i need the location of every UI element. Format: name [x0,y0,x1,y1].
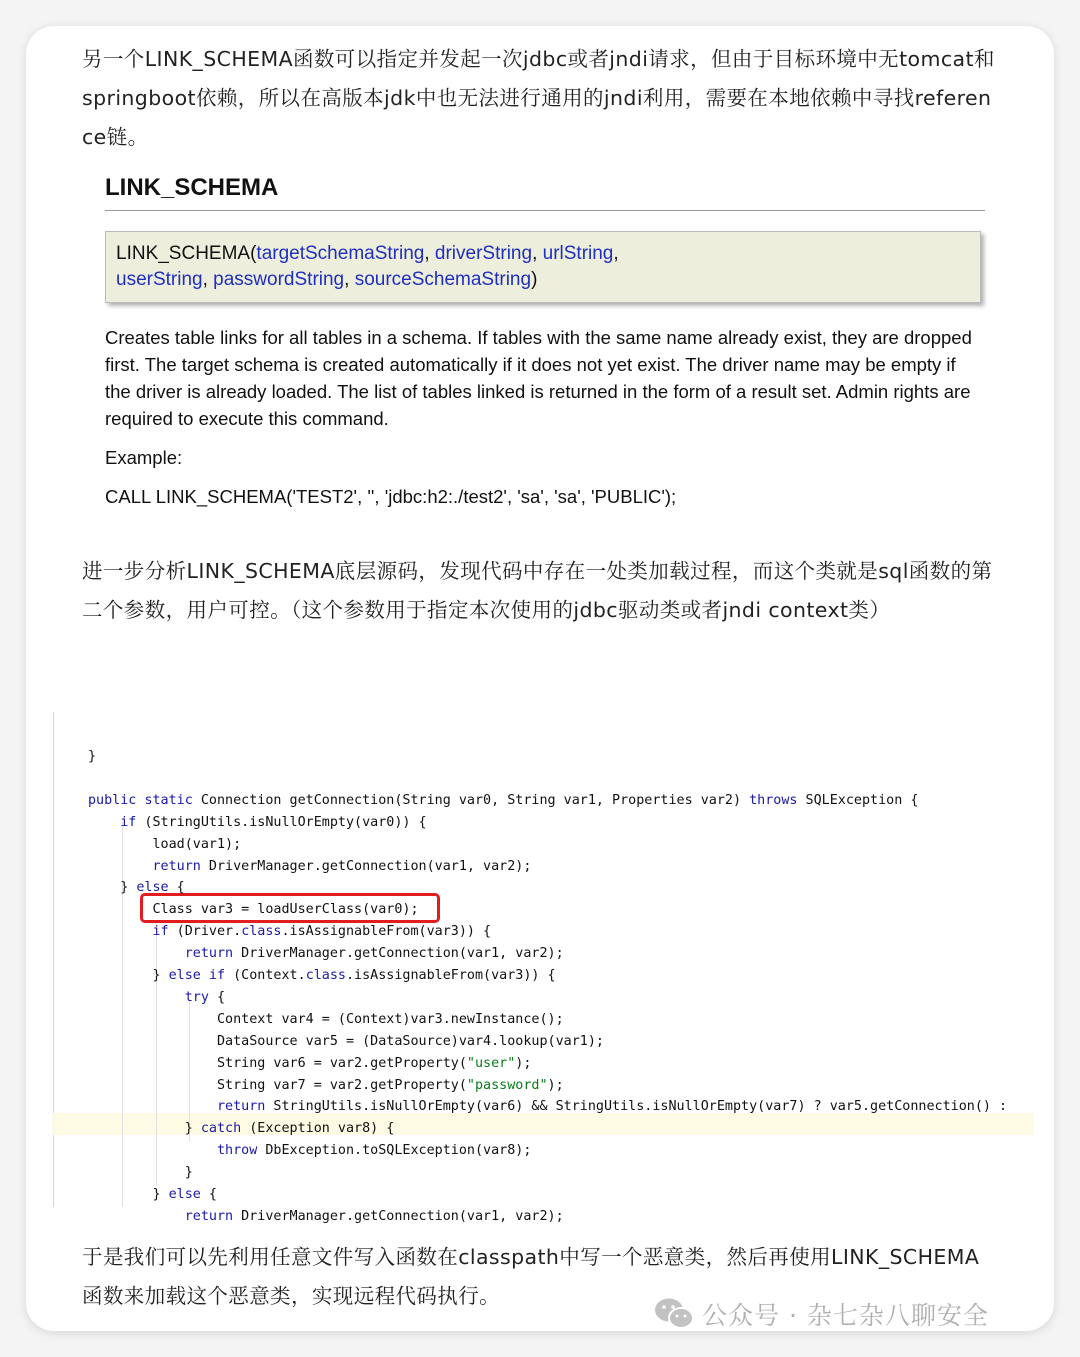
code-line: } else { [88,1187,217,1202]
code-line: return DriverManager.getConnection(var1, var2); [152,858,532,874]
watermark-text: 公众号 · 杂七杂八聊安全 [702,1301,989,1330]
param-link[interactable]: passwordString [213,269,345,290]
code-line: throw DbException.toSQLException(var8); [217,1143,532,1159]
signature-separator: , [424,243,435,264]
signature-separator: , [202,269,214,290]
param-link[interactable]: userString [116,269,203,290]
code-line: if (StringUtils.isNullOrEmpty(var0)) { [120,814,427,830]
signature-name: LINK_SCHEMA( [116,243,257,264]
code-line: public static Connection getConnection(String var0, String var1, Properties var2) throws SQLException { [88,792,919,808]
param-link[interactable]: targetSchemaString [256,243,425,264]
code-line: } [88,749,97,764]
wechat-icon [654,1297,694,1331]
conclusion-paragraph: 于是我们可以先利用任意文件写入函数在classpath中写一个恶意类，然后再使用LINK_SCHEMA函数来加载这个恶意类，实现远程代码执行。 [82,1245,980,1308]
code-screenshot [26,712,1054,1224]
code-line: Class var3 = loadUserClass(var0); [88,902,419,918]
code-line: } else { [88,880,185,896]
signature-separator: , [532,243,543,264]
signature-separator: , [613,243,619,264]
code-line: Context var4 = (Context)var3.newInstance(); [88,1011,564,1027]
h2-doc-excerpt [105,174,985,510]
doc-heading: LINK_SCHEMA [105,174,985,211]
analysis-paragraph: 进一步分析LINK_SCHEMA底层源码，发现代码中存在一处类加载过程，而这个类就是sql函数的第二个参数，用户可控。（这个参数用于指定本次使用的jdbc驱动类或者jndi context类） [82,559,993,622]
code-line: } else if (Context.class.isAssignableFrom(var3)) { [88,968,556,983]
code-line: return DriverManager.getConnection(var1, var2); [184,946,564,962]
example-code: CALL LINK_SCHEMA('TEST2', '', 'jdbc:h2:./test2', 'sa', 'sa', 'PUBLIC'); [105,486,677,507]
watermark [654,1290,989,1331]
signature-close: ) [531,269,538,290]
code-line: String var7 = var2.getProperty("password"); [88,1077,564,1093]
param-link[interactable]: sourceSchemaString [354,269,532,290]
param-link[interactable]: driverString [434,243,533,264]
code-line: return DriverManager.getConnection(var1, var2); [184,1208,564,1224]
code-line: } catch (Exception var8) { [88,1121,395,1137]
intro-paragraph: 另一个LINK_SCHEMA函数可以指定并发起一次jdbc或者jndi请求，但由于目标环境中无tomcat和springboot依赖，所以在高版本jdk中也无法进行通用的jndi利用，需要在本地依赖中寻找reference链。 [82,47,995,149]
code-line: String var6 = var2.getProperty("user"); [88,1055,532,1071]
signature-separator: , [344,269,355,290]
code-line: return StringUtils.isNullOrEmpty(var6) && StringUtils.isNullOrEmpty(var7) ? var5.getConnection() : [217,1099,1008,1115]
code-line: if (Driver.class.isAssignableFrom(var3)) { [152,924,492,940]
code-line: try { [184,989,226,1005]
param-link[interactable]: urlString [542,243,614,264]
code-line: DataSource var5 = (DataSource)var4.lookup(var1); [88,1033,604,1049]
doc-description: Creates table links for all tables in a schema. If tables with the same name already exist, they are dropped first. The target schema is created automatically if it does not yet exist. The driver name may be empty if the driver is already loaded. The list of tables linked is returned in the form of a result set. Admin rights are required to execute this command. [105,327,972,429]
code-line: } [88,1165,193,1181]
example-label: Example: [105,447,183,468]
function-signature-box [105,231,981,303]
article-card [26,26,1054,1331]
code-line: load(var1); [88,836,242,852]
